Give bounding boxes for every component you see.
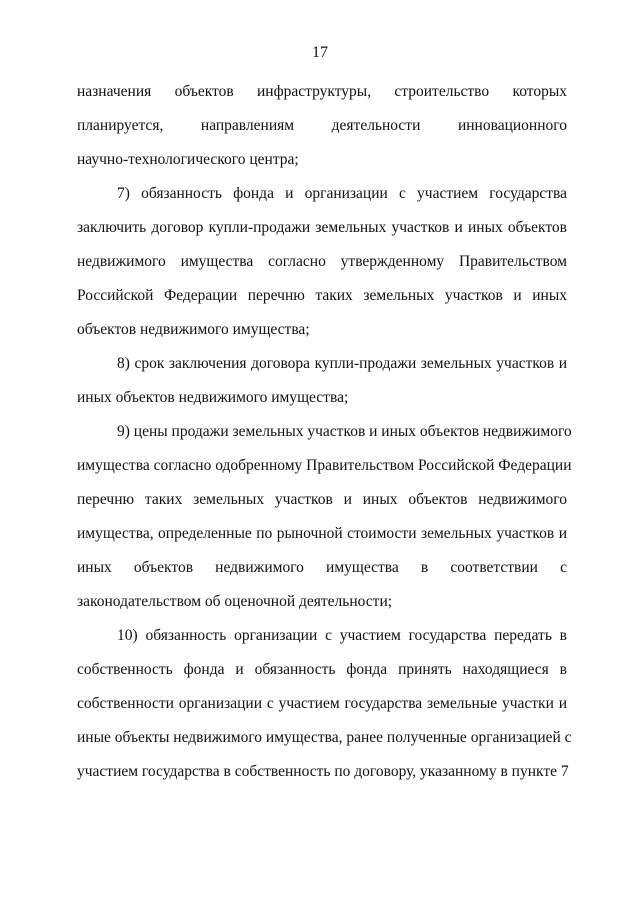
text-line: объектов недвижимого имущества;	[77, 321, 310, 338]
text-line: заключить договор купли-продажи земельных участков и иных объектов	[77, 219, 567, 236]
text-line: законодательством об оценочной деятельности;	[77, 593, 393, 610]
text-line: научно-технологического центра;	[77, 151, 299, 168]
text-line: 9) цены продажи земельных участков и иных объектов недвижимого	[117, 423, 572, 440]
document-body	[77, 80, 572, 794]
text-line: Российской Федерации перечню таких земельных участков и иных	[77, 287, 567, 304]
page-number: 17	[312, 44, 328, 61]
text-line: имущества, определенные по рыночной стоимости земельных участков и	[77, 525, 567, 542]
text-line: имущества согласно одобренному Правительством Российской Федерации	[77, 457, 572, 474]
paragraph-item-10	[77, 624, 572, 794]
text-line: собственность фонда и обязанность фонда принять находящиеся в	[77, 661, 567, 678]
text-line: назначения объектов инфраструктуры, строительство которых	[77, 83, 567, 100]
text-line: участием государства в собственность по договору, указанному в пункте 7	[77, 763, 569, 780]
paragraph-item-9	[77, 420, 572, 624]
paragraph-item-7	[77, 182, 567, 352]
text-line: иных объектов недвижимого имущества;	[77, 389, 349, 406]
text-line: 10) обязанность организации с участием государства передать в	[117, 627, 567, 644]
text-line: иных объектов недвижимого имущества в соответствии с	[77, 559, 567, 576]
paragraph-continuation	[77, 80, 567, 182]
text-line: планируется, направлениям деятельности инновационного	[77, 117, 567, 134]
text-line: 8) срок заключения договора купли-продажи земельных участков и	[117, 355, 567, 372]
text-line: иные объекты недвижимого имущества, ранее полученные организацией с	[77, 729, 572, 746]
text-line: 7) обязанность фонда и организации с участием государства	[117, 185, 567, 202]
text-line: перечню таких земельных участков и иных объектов недвижимого	[77, 491, 567, 508]
text-line: собственности организации с участием государства земельные участки и	[77, 695, 567, 712]
text-line: недвижимого имущества согласно утвержденному Правительством	[77, 253, 567, 270]
paragraph-item-8	[77, 352, 567, 420]
